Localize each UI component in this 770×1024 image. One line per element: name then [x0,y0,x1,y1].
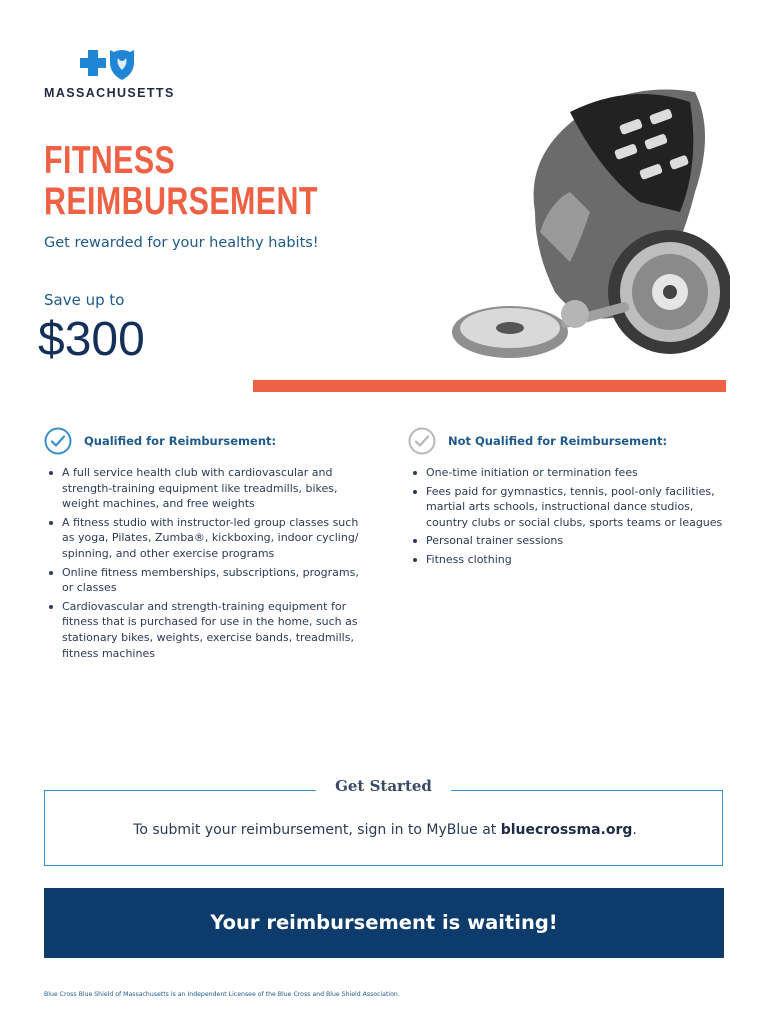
subtitle: Get rewarded for your healthy habits! [44,235,319,251]
list-item: Fitness clothing [408,552,738,568]
list-item: A full service health club with cardiovascular and strength-training equipment like treadmills, bikes, weight machines, and free weights [44,465,364,512]
not-qualified-list [408,465,738,568]
reimbursement-banner: Your reimbursement is waiting! [44,888,724,958]
list-item: A fitness studio with instructor-led group classes such as yoga, Pilates, Zumba®, kickboxing, indoor cycling/ spinning, and other exercise programs [44,515,364,562]
cross-shield-logo-icon [78,48,142,82]
not-qualified-title: Not Qualified for Reimbursement: [448,434,668,448]
list-item: Personal trainer sessions [408,533,738,549]
save-label: Save up to [44,291,125,309]
footer-disclaimer: Blue Cross Blue Shield of Massachusetts is an Independent Licensee of the Blue Cross and Blue Shield Association. [44,991,400,998]
page-title [44,140,318,222]
qualified-section [44,425,364,664]
title-line-1: FITNESS [44,139,176,182]
check-circle-icon [408,427,436,455]
title-line-2: REIMBURSEMENT [44,180,318,223]
get-started-label: Get Started [316,777,451,795]
list-item: Online fitness memberships, subscriptions, programs, or classes [44,565,364,596]
amount: $300 [38,313,145,366]
qualified-title: Qualified for Reimbursement: [84,434,277,448]
get-started-text [0,822,770,838]
brand-name: MASSACHUSETTS [44,86,175,100]
get-started-text-after: . [632,822,637,838]
list-item: Fees paid for gymnastics, tennis, pool-only facilities, martial arts schools, instructional dance studios, country clubs or social clubs, sports teams or leagues [408,484,738,531]
sneaker-weights-image [440,82,730,374]
myblue-link[interactable]: bluecrossma.org [500,822,633,838]
check-circle-icon [44,427,72,455]
accent-bar [253,380,726,392]
not-qualified-section [408,425,738,571]
bcbs-logo [44,48,184,108]
list-item: Cardiovascular and strength-training equipment for fitness that is purchased for use in the home, such as stationary bikes, weights, exercise bands, treadmills, fitness machines [44,599,364,661]
list-item: One-time initiation or termination fees [408,465,738,481]
get-started-text-before: To submit your reimbursement, sign in to MyBlue at [133,822,501,838]
qualified-list [44,465,364,661]
